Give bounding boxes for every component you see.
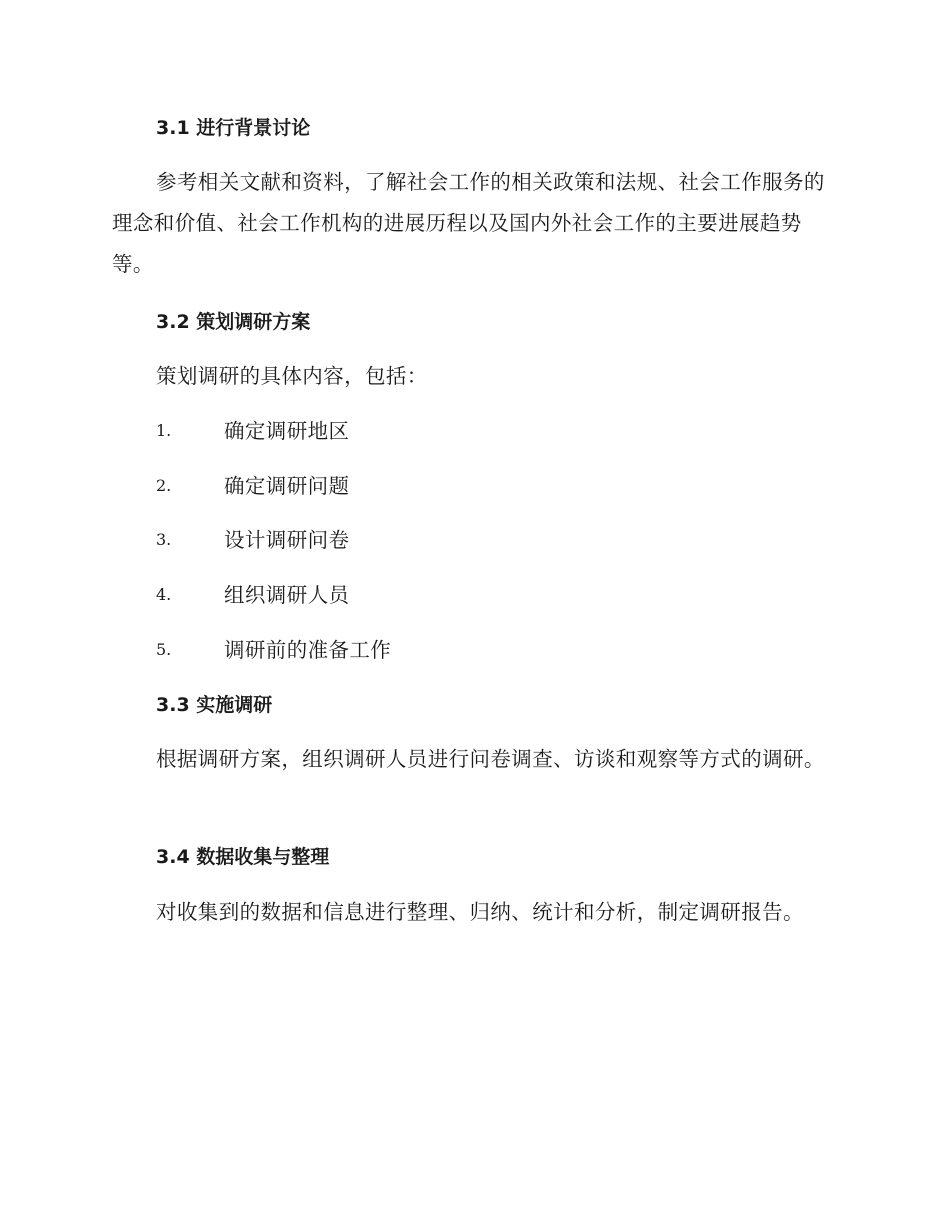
section-heading-3-1: 3.1 进行背景讨论: [156, 117, 311, 139]
section-heading-3-4: 3.4 数据收集与整理: [156, 846, 330, 868]
section-paragraph-3-1: 参考相关文献和资料，了解社会工作的相关政策和法规、社会工作服务的理念和价值、社会工作机构的进展历程以及国内外社会工作的主要进展趋势等。: [112, 170, 825, 276]
list-item-number: 4.: [156, 585, 172, 604]
list-item-number: 5.: [156, 640, 172, 659]
list-item-text: 确定调研地区: [224, 419, 350, 443]
list-item-number: 2.: [156, 476, 172, 495]
list-item-text: 确定调研问题: [224, 474, 350, 498]
list-item-number: 3.: [156, 530, 172, 549]
list-item-number: 1.: [156, 421, 172, 440]
list-item-text: 组织调研人员: [224, 583, 350, 607]
section-heading-3-3: 3.3 实施调研: [156, 694, 273, 716]
list-item-text: 设计调研问卷: [224, 528, 350, 552]
section-paragraph-3-4: 对收集到的数据和信息进行整理、归纳、统计和分析，制定调研报告。: [156, 900, 804, 924]
section-paragraph-3-2: 策划调研的具体内容，包括：: [156, 364, 428, 388]
section-paragraph-3-3: 根据调研方案，组织调研人员进行问卷调查、访谈和观察等方式的调研。: [156, 747, 825, 771]
list-item-text: 调研前的准备工作: [224, 638, 392, 662]
section-heading-3-2: 3.2 策划调研方案: [156, 311, 311, 333]
